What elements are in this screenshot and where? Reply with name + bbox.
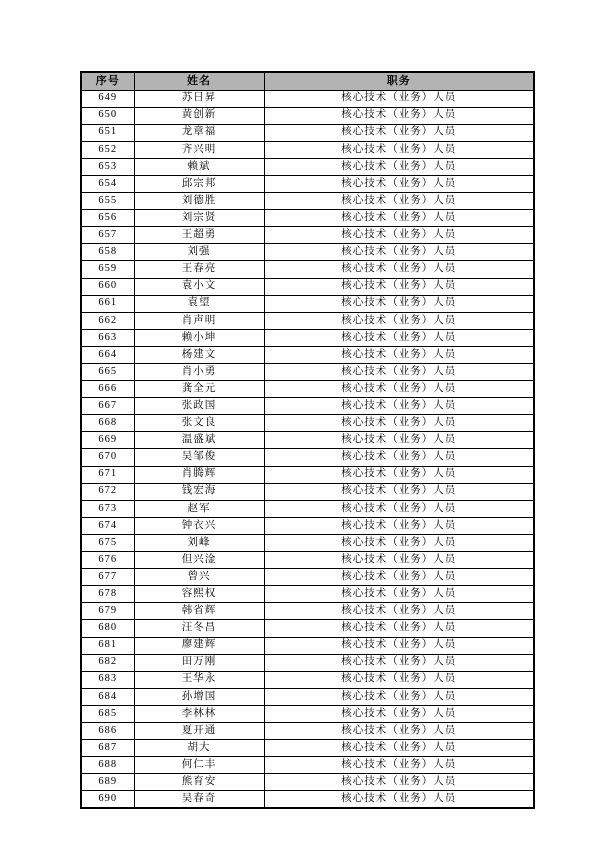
cell-name: 刘强: [134, 244, 264, 261]
cell-name: 肖声明: [134, 312, 264, 329]
cell-name: 张文良: [134, 415, 264, 432]
cell-name: 苏日昇: [134, 90, 264, 107]
cell-name: 吴春奇: [134, 791, 264, 808]
table-header-row: [81, 72, 534, 90]
cell-name: 赖小坤: [134, 329, 264, 346]
table-row: [81, 295, 534, 312]
cell-no: 674: [81, 517, 134, 534]
table-row: [81, 483, 534, 500]
cell-role: 核心技术（业务）人员: [264, 654, 534, 671]
cell-name: 张政国: [134, 398, 264, 415]
cell-role: 核心技术（业务）人员: [264, 603, 534, 620]
cell-name: 肖小勇: [134, 364, 264, 381]
cell-no: 678: [81, 586, 134, 603]
cell-no: 658: [81, 244, 134, 261]
table-row: [81, 158, 534, 175]
table-row: [81, 466, 534, 483]
cell-name: 袁望: [134, 295, 264, 312]
cell-role: 核心技术（业务）人员: [264, 295, 534, 312]
cell-name: 邱宗邦: [134, 175, 264, 192]
cell-role: 核心技术（业务）人员: [264, 193, 534, 210]
cell-no: 675: [81, 534, 134, 551]
cell-name: 杨建文: [134, 346, 264, 363]
cell-role: 核心技术（业务）人员: [264, 175, 534, 192]
table-row: [81, 637, 534, 654]
cell-role: 核心技术（业务）人员: [264, 722, 534, 739]
cell-role: 核心技术（业务）人员: [264, 90, 534, 107]
cell-no: 680: [81, 620, 134, 637]
cell-no: 689: [81, 774, 134, 791]
table-row: [81, 740, 534, 757]
cell-no: 686: [81, 722, 134, 739]
cell-name: 孙增国: [134, 688, 264, 705]
cell-role: 核心技术（业务）人员: [264, 483, 534, 500]
cell-role: 核心技术（业务）人员: [264, 381, 534, 398]
cell-name: 王华永: [134, 671, 264, 688]
table-row: [81, 398, 534, 415]
cell-role: 核心技术（业务）人员: [264, 346, 534, 363]
cell-role: 核心技术（业务）人员: [264, 757, 534, 774]
cell-role: 核心技术（业务）人员: [264, 466, 534, 483]
cell-no: 671: [81, 466, 134, 483]
table-row: [81, 722, 534, 739]
cell-no: 676: [81, 552, 134, 569]
cell-no: 679: [81, 603, 134, 620]
cell-no: 666: [81, 381, 134, 398]
cell-no: 669: [81, 432, 134, 449]
header-cell-role: 职务: [264, 72, 534, 90]
table-row: [81, 175, 534, 192]
table-row: [81, 124, 534, 141]
cell-no: 661: [81, 295, 134, 312]
cell-name: 龙章福: [134, 124, 264, 141]
cell-role: 核心技术（业务）人员: [264, 244, 534, 261]
cell-name: 肖腾辉: [134, 466, 264, 483]
table-row: [81, 705, 534, 722]
cell-role: 核心技术（业务）人员: [264, 552, 534, 569]
cell-name: 王春亮: [134, 261, 264, 278]
cell-name: 廖建辉: [134, 637, 264, 654]
cell-name: 赖斌: [134, 158, 264, 175]
header-cell-name: 姓名: [134, 72, 264, 90]
table-row: [81, 278, 534, 295]
cell-name: 王超勇: [134, 227, 264, 244]
cell-no: 684: [81, 688, 134, 705]
table-row: [81, 500, 534, 517]
table-row: [81, 261, 534, 278]
cell-role: 核心技术（业务）人员: [264, 500, 534, 517]
cell-role: 核心技术（业务）人员: [264, 278, 534, 295]
cell-no: 690: [81, 791, 134, 808]
cell-no: 685: [81, 705, 134, 722]
cell-no: 663: [81, 329, 134, 346]
cell-no: 656: [81, 210, 134, 227]
table-row: [81, 90, 534, 107]
table-row: [81, 517, 534, 534]
table-row: [81, 107, 534, 124]
cell-no: 662: [81, 312, 134, 329]
table-row: [81, 346, 534, 363]
cell-no: 688: [81, 757, 134, 774]
cell-role: 核心技术（业务）人员: [264, 312, 534, 329]
cell-role: 核心技术（业务）人员: [264, 364, 534, 381]
cell-name: 何仁丰: [134, 757, 264, 774]
table-row: [81, 449, 534, 466]
cell-no: 649: [81, 90, 134, 107]
cell-name: 赵军: [134, 500, 264, 517]
cell-no: 657: [81, 227, 134, 244]
cell-name: 但兴淦: [134, 552, 264, 569]
cell-no: 653: [81, 158, 134, 175]
table-row: [81, 381, 534, 398]
cell-no: 652: [81, 141, 134, 158]
table-row: [81, 364, 534, 381]
cell-role: 核心技术（业务）人员: [264, 124, 534, 141]
cell-role: 核心技术（业务）人员: [264, 688, 534, 705]
table-row: [81, 227, 534, 244]
table-row: [81, 654, 534, 671]
cell-role: 核心技术（业务）人员: [264, 210, 534, 227]
cell-name: 钟衣兴: [134, 517, 264, 534]
table-row: [81, 757, 534, 774]
cell-name: 刘峰: [134, 534, 264, 551]
cell-name: 龚全元: [134, 381, 264, 398]
cell-name: 钱宏海: [134, 483, 264, 500]
cell-no: 651: [81, 124, 134, 141]
table-row: [81, 791, 534, 808]
cell-no: 683: [81, 671, 134, 688]
cell-no: 660: [81, 278, 134, 295]
cell-role: 核心技术（业务）人员: [264, 227, 534, 244]
cell-name: 刘宗贤: [134, 210, 264, 227]
cell-no: 665: [81, 364, 134, 381]
table-row: [81, 688, 534, 705]
personnel-table: [80, 71, 535, 809]
cell-name: 熊育安: [134, 774, 264, 791]
cell-role: 核心技术（业务）人员: [264, 791, 534, 808]
cell-no: 670: [81, 449, 134, 466]
table-row: [81, 603, 534, 620]
cell-name: 黄创新: [134, 107, 264, 124]
cell-role: 核心技术（业务）人员: [264, 107, 534, 124]
table-row: [81, 244, 534, 261]
cell-role: 核心技术（业务）人员: [264, 415, 534, 432]
table-row: [81, 210, 534, 227]
cell-role: 核心技术（业务）人员: [264, 569, 534, 586]
cell-no: 682: [81, 654, 134, 671]
cell-name: 李林林: [134, 705, 264, 722]
cell-role: 核心技术（业务）人员: [264, 261, 534, 278]
cell-name: 容熙权: [134, 586, 264, 603]
cell-no: 668: [81, 415, 134, 432]
table-row: [81, 141, 534, 158]
header-cell-no: 序号: [81, 72, 134, 90]
cell-role: 核心技术（业务）人员: [264, 637, 534, 654]
cell-role: 核心技术（业务）人员: [264, 620, 534, 637]
cell-no: 681: [81, 637, 134, 654]
table-row: [81, 415, 534, 432]
cell-no: 677: [81, 569, 134, 586]
cell-role: 核心技术（业务）人员: [264, 586, 534, 603]
cell-role: 核心技术（业务）人员: [264, 774, 534, 791]
cell-no: 664: [81, 346, 134, 363]
cell-role: 核心技术（业务）人员: [264, 534, 534, 551]
cell-name: 袁小文: [134, 278, 264, 295]
cell-name: 齐兴明: [134, 141, 264, 158]
cell-no: 673: [81, 500, 134, 517]
table-body: [81, 90, 534, 808]
cell-role: 核心技术（业务）人员: [264, 158, 534, 175]
cell-role: 核心技术（业务）人员: [264, 329, 534, 346]
cell-name: 温盛斌: [134, 432, 264, 449]
table-row: [81, 552, 534, 569]
cell-no: 672: [81, 483, 134, 500]
table-row: [81, 620, 534, 637]
cell-no: 655: [81, 193, 134, 210]
table-row: [81, 329, 534, 346]
cell-no: 650: [81, 107, 134, 124]
cell-name: 刘德胜: [134, 193, 264, 210]
cell-role: 核心技术（业务）人员: [264, 517, 534, 534]
table-row: [81, 569, 534, 586]
cell-name: 吴邹俊: [134, 449, 264, 466]
table-row: [81, 671, 534, 688]
cell-name: 汪冬昌: [134, 620, 264, 637]
table-row: [81, 312, 534, 329]
cell-name: 夏开通: [134, 722, 264, 739]
table-row: [81, 432, 534, 449]
cell-no: 659: [81, 261, 134, 278]
cell-role: 核心技术（业务）人员: [264, 432, 534, 449]
table-row: [81, 534, 534, 551]
cell-role: 核心技术（业务）人员: [264, 141, 534, 158]
cell-role: 核心技术（业务）人员: [264, 449, 534, 466]
cell-no: 654: [81, 175, 134, 192]
cell-role: 核心技术（业务）人员: [264, 671, 534, 688]
cell-no: 667: [81, 398, 134, 415]
table-row: [81, 774, 534, 791]
cell-no: 687: [81, 740, 134, 757]
cell-name: 曾兴: [134, 569, 264, 586]
cell-name: 韩省辉: [134, 603, 264, 620]
cell-name: 田万刚: [134, 654, 264, 671]
table-row: [81, 193, 534, 210]
cell-role: 核心技术（业务）人员: [264, 398, 534, 415]
table-row: [81, 586, 534, 603]
cell-role: 核心技术（业务）人员: [264, 705, 534, 722]
cell-role: 核心技术（业务）人员: [264, 740, 534, 757]
cell-name: 胡大: [134, 740, 264, 757]
